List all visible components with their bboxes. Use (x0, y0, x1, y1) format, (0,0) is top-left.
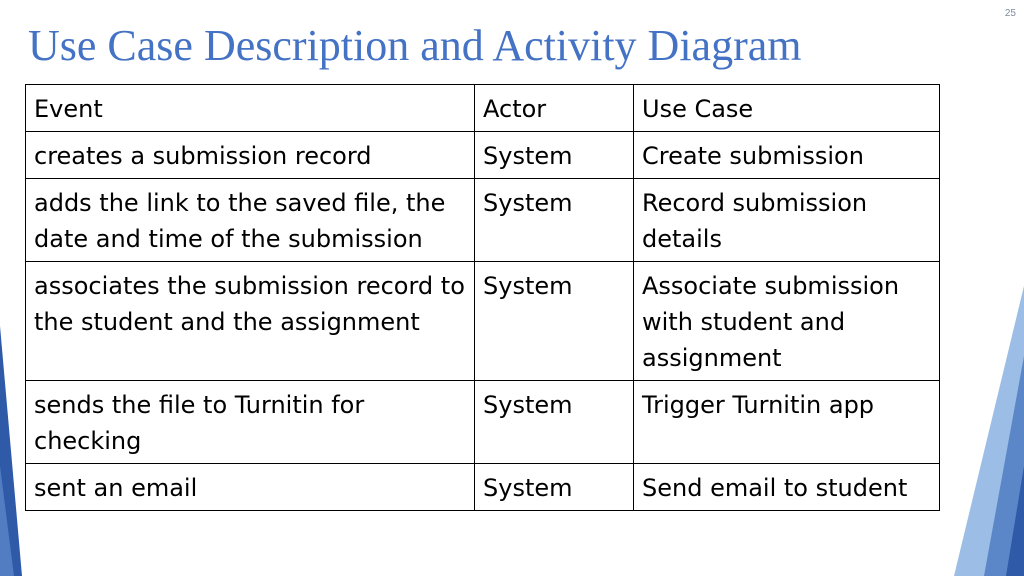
use-case-cell: Create submission (634, 132, 940, 179)
table-row (26, 464, 940, 511)
table-row (26, 381, 940, 464)
event-cell: sends the file to Turnitin for checking (26, 381, 475, 464)
event-cell: sent an email (26, 464, 475, 511)
table-row (26, 179, 940, 262)
left-accent-shape (0, 326, 24, 576)
use-case-cell: Trigger Turnitin app (634, 381, 940, 464)
use-case-cell: Send email to student (634, 464, 940, 511)
use-case-cell: Associate submission with student and assignment (634, 262, 940, 381)
actor-cell: System (475, 132, 634, 179)
actor-cell: System (475, 262, 634, 381)
header-use-case: Use Case (634, 85, 940, 132)
table-header-row (26, 85, 940, 132)
table-row (26, 132, 940, 179)
use-case-table (25, 84, 940, 511)
actor-cell: System (475, 179, 634, 262)
event-cell: associates the submission record to the student and the assignment (26, 262, 475, 381)
actor-cell: System (475, 381, 634, 464)
event-cell: adds the link to the saved file, the date and time of the submission (26, 179, 475, 262)
header-event: Event (26, 85, 475, 132)
use-case-cell: Record submission details (634, 179, 940, 262)
slide-title: Use Case Description and Activity Diagram (28, 21, 802, 70)
table-row (26, 262, 940, 381)
header-actor: Actor (475, 85, 634, 132)
slide-number: 25 (1004, 8, 1016, 19)
right-accent-shape (954, 286, 1024, 576)
actor-cell: System (475, 464, 634, 511)
event-cell: creates a submission record (26, 132, 475, 179)
